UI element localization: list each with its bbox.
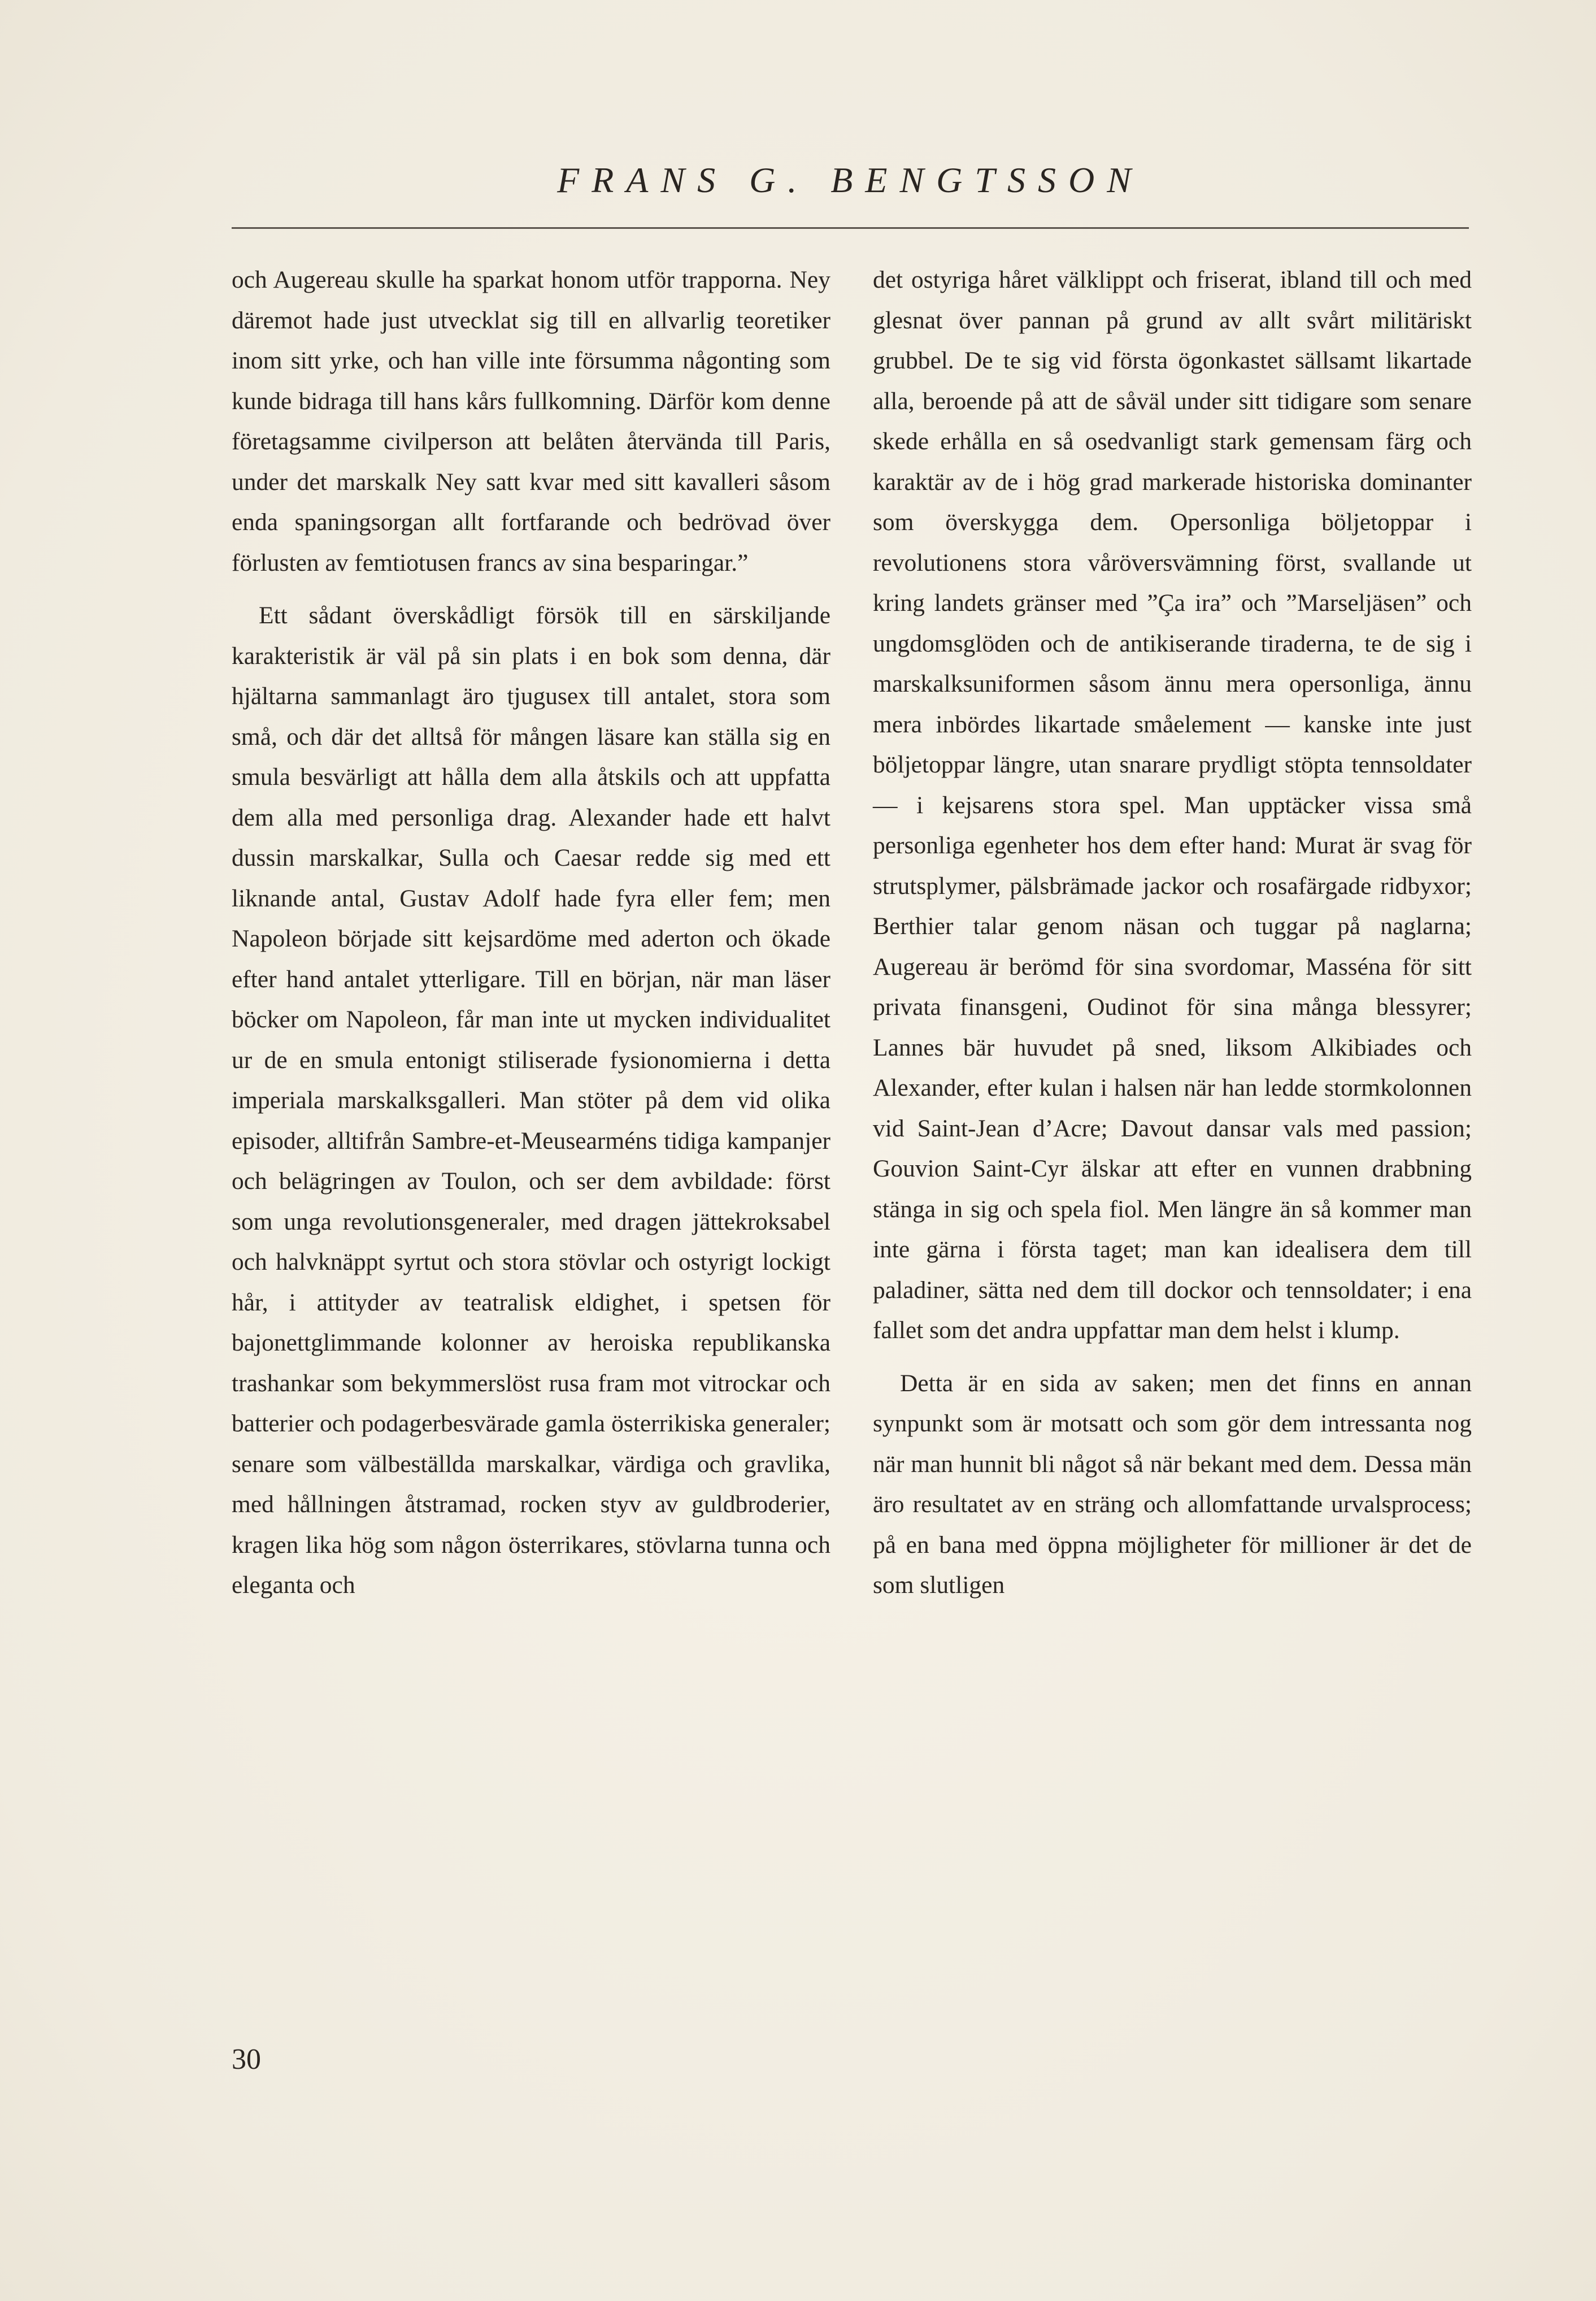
- left-column: [232, 260, 830, 1606]
- header-rule: [232, 227, 1469, 229]
- running-header: FRANS G. BENGTSSON: [557, 160, 1143, 200]
- paragraph: Detta är en sida av saken; men det finns en annan synpunkt som är motsatt och som gör dem intressanta nog när man hunnit bli något så när bekant med dem. Dessa män äro resultatet av en sträng och allomfattande urvalsprocess; på en bana med öppna möjligheter för millioner är det de som slutligen: [873, 1369, 1472, 1599]
- paragraph: det ostyriga håret välklippt och friserat, ibland till och med glesnat över pannan på grund av allt svårt militäriskt grubbel. De te sig vid första ögonkastet sällsamt likartade alla, beroende på att de såväl under sitt tidigare som senare skede erhålla en så osedvanligt stark gemensam färg och karaktär av de i hög grad markerade historiska dominanter som överskygga dem. Opersonliga böljetoppar i revolutionens stora våröversvämning först, svallande ut kring landets gränser med ”Ça ira” och ”Marseljäsen” och ungdomsglöden och de antikiserande tiraderna, te de sig i marskalksuniformen såsom ännu mera opersonliga, ännu mera inbördes likartade småelement — kanske inte just böljetoppar längre, utan snarare prydligt stöpta tennsoldater — i kejsarens stora spel. Man upptäcker vissa små personliga egenheter hos dem efter hand: Murat är svag för strutsplymer, pälsbrämade jackor och rosafärgade ridbyxor; Berthier talar genom näsan och tuggar på naglarna; Augereau är berömd för sina svordomar, Masséna för sitt privata finansgeni, Oudinot för sina många blessyrer; Lannes bär huvudet på sned, liksom Alkibiades och Alexander, efter kulan i halsen när han ledde stormkolonnen vid Saint-Jean d’Acre; Davout dansar vals med passion; Gouvion Saint-Cyr älskar att efter en vunnen drabbning stänga in sig och spela fiol. Men längre än så kommer man inte gärna i första taget; man kan idealisera dem till paladiner, sätta ned dem till dockor och tennsoldater; i ena fallet som det andra uppfattar man dem helst i klump.: [873, 266, 1472, 1344]
- right-column: [873, 260, 1472, 1606]
- paragraph: och Augereau skulle ha sparkat honom utför trapporna. Ney däremot hade just utvecklat sig till en allvarlig teoretiker inom sitt yrke, och han ville inte försumma någonting som kunde bidraga till hans kårs fullkomning. Därför kom denne företagsamme civilperson att belåten återvända till Paris, under det marskalk Ney satt kvar med sitt kavalleri såsom enda spaningsorgan allt fortfarande och bedrövad över förlusten av femtiotusen francs av sina besparingar.”: [232, 266, 830, 576]
- paragraph: Ett sådant överskådligt försök till en särskiljande karakteristik är väl på sin plats i en bok som denna, där hjältarna sammanlagt äro tjugusex till antalet, stora som små, och där det alltså för mången läsare kan ställa sig en smula besvärligt att hålla dem alla åtskils och att uppfatta dem alla med personliga drag. Alexander hade ett halvt dussin marskalkar, Sulla och Caesar redde sig med ett liknande antal, Gustav Adolf hade fyra eller fem; men Napoleon började sitt kejsardöme med aderton och ökade efter hand antalet ytterligare. Till en början, när man läser böcker om Napoleon, får man inte ut mycken individualitet ur de en smula entonigt stiliserade fysionomierna i detta imperiala marskalksgalleri. Man stöter på dem vid olika episoder, alltifrån Sambre-et-Meusearméns tidiga kampanjer och belägringen av Toulon, och ser dem avbildade: först som unga revolutionsgeneraler, med dragen jättekroksabel och halvknäppt syrtut och stora stövlar och ostyrigt lockigt hår, i attityder av teatralisk eldighet, i spetsen för bajonettglimmande kolonner av heroiska republikanska trashankar som bekymmerslöst rusa fram mot vitrockar och batterier och podagerbesvärade gamla österrikiska generaler; senare som välbeställda marskalkar, värdiga och gravlika, med hållningen åtstramad, rocken styv av guldbroderier, kragen lika hög som någon österrikares, stövlarna tunna och eleganta och: [232, 602, 830, 1599]
- page-number: 30: [232, 2043, 261, 2076]
